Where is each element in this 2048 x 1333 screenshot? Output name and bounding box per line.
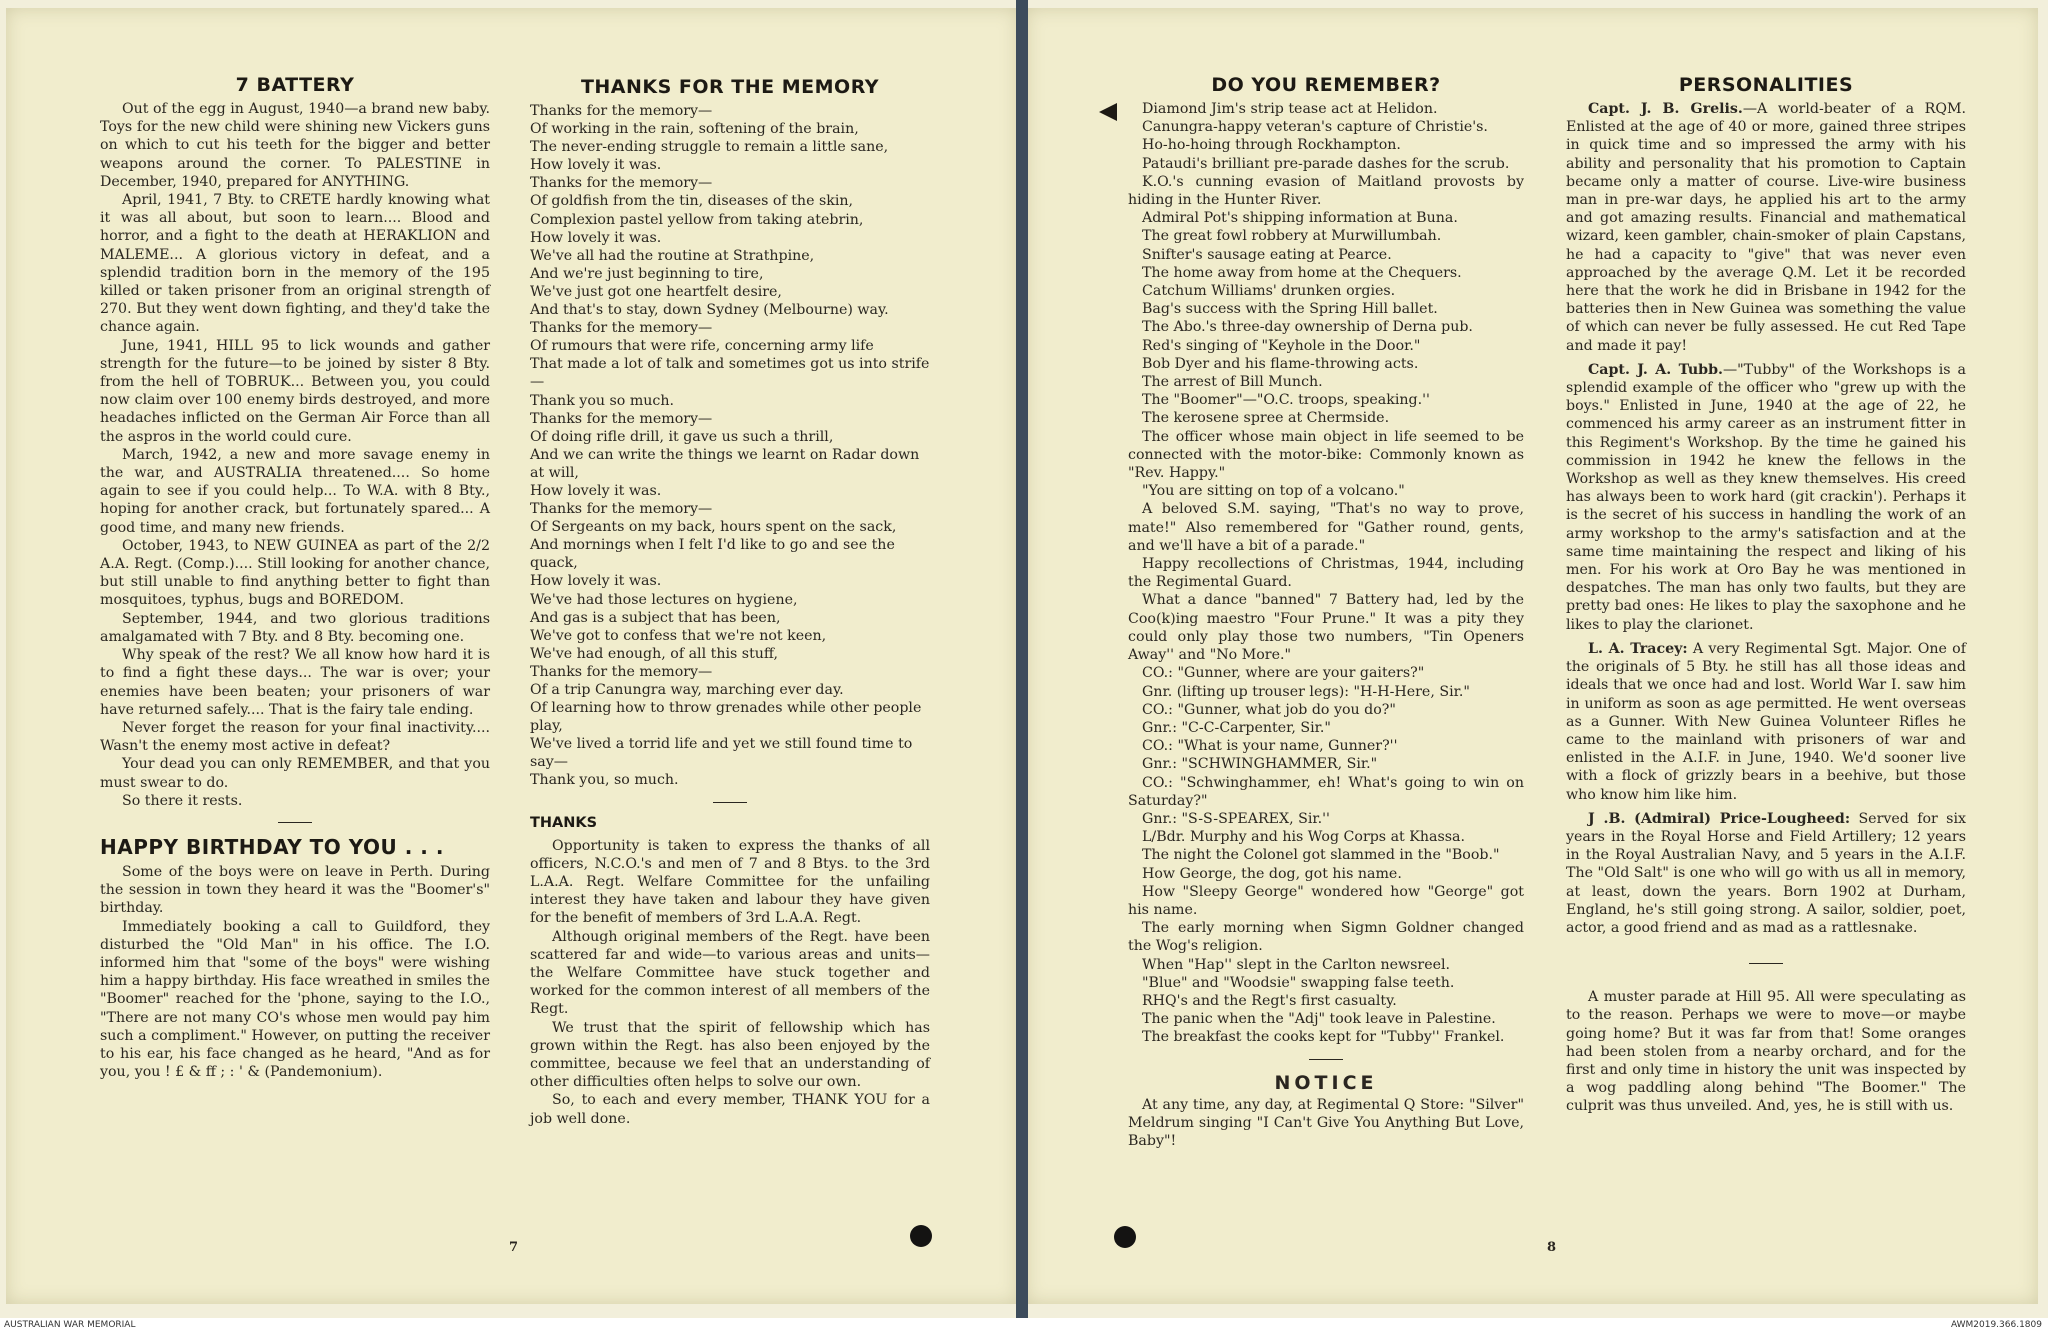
battery-paragraph: September, 1944, and two glorious traditions amalgamated with 7 Bty. and 8 Bty. becoming one. [100,610,490,645]
archive-footer [0,1318,2048,1333]
remember-item: Pataudi's brilliant pre-parade dashes for the scrub. [1142,155,1510,172]
battery-paragraph: Your dead you can only REMEMBER, and that you must swear to do. [100,756,490,791]
remember-item: Bob Dyer and his flame-throwing acts. [1142,355,1419,372]
remember-item: What a dance "banned" 7 Battery had, led by the Coo(k)ing maestro "Four Prune." It was a pity they could only play those two numbers, "Tin Openers Away'' and "No More." [1128,592,1524,664]
heading-7-battery: 7 BATTERY [235,74,355,96]
remember-item: "Blue" and "Woodsie" swapping false teeth. [1142,974,1455,991]
remember-list [1128,100,1524,1047]
page-number-left: 7 [509,1240,519,1255]
column-personalities [1566,74,1966,1116]
remember-item: When "Hap'' slept in the Carlton newsreel. [1142,956,1451,973]
personality-entry [1566,361,1966,634]
remember-item: Bag's success with the Spring Hill ballet. [1142,301,1438,318]
remember-item: "You are sitting on top of a volcano." [1142,483,1405,500]
thanks-paragraph: So, to each and every member, THANK YOU for a job well done. [530,1092,930,1127]
heading-do-you-remember: DO YOU REMEMBER? [1211,74,1441,96]
remember-item: CO.: "Schwinghammer, eh! What's going to win on Saturday?" [1128,774,1524,809]
personality-text: —A world-beater of a RQM. Enlisted at the age of 40 or more, gained three stripes in quick time and so impressed the army with his ability and personality that his promotion to Captain became only a matter of course. Live-wire business man in pre-war days, he applied his art to the army and got amazing results. Financial and mathematical wizard, keen gambler, chain-smoker of plain Capstans, he had a capacity to "give" that was never even approached by the average Q.M. Let it be recorded here that the work he did in Brisbane in 1942 for the batteries then in New Guinea was something the value of which can never be fully assessed. He cut Red Tape and made it pay! [1566,101,1966,354]
remember-item: The arrest of Bill Munch. [1142,374,1323,391]
remember-item: Canungra-happy veteran's capture of Christie's. [1142,119,1488,136]
remember-item: Catchum Williams' drunken orgies. [1142,283,1396,300]
section-divider [1749,963,1783,964]
remember-item: The Abo.'s three-day ownership of Derna pub. [1142,319,1473,336]
remember-item: Happy recollections of Christmas, 1944, including the Regimental Guard. [1128,556,1524,591]
column-remember [1128,74,1524,1150]
heading-personalities: PERSONALITIES [1678,74,1854,96]
punch-hole [910,1225,932,1247]
remember-item: A beloved S.M. saying, "That's no way to prove, mate!" Also remembered for "Gather round, gents, and we'll have a bit of a parade." [1128,501,1524,554]
remember-item: The home away from home at the Chequers. [1142,264,1462,281]
remember-item: The great fowl robbery at Murwillumbah. [1142,228,1442,245]
section-divider [713,802,747,803]
remember-item: The early morning when Sigmn Goldner changed the Wog's religion. [1128,920,1524,955]
heading-thanks-for-the-memory: THANKS FOR THE MEMORY [580,76,880,98]
notice-text: At any time, any day, at Regimental Q Store: "Silver" Meldrum singing "I Can't Give You Anything But Love, Baby"! [1128,1096,1524,1149]
remember-item: CO.: "Gunner, what job do you do?" [1142,701,1396,718]
battery-paragraph: April, 1941, 7 Bty. to CRETE hardly knowing what it was all about, but soon to learn.... Blood and horror, and a fight to the death at HERAKLION and MALEME... A glorious victory in defeat, and a splendid tradition born in the memory of the 195 killed or taken prisoner from an original strength of 270. But they went down fighting, and they'd take the chance again. [100,192,490,336]
memory-verse: Thanks for the memory— Of working in the rain, softening of the brain, The never-ending struggle to remain a little sane, How lovely it was. Thanks for the memory— Of goldfish from the tin, diseases of the skin, Complexion pastel yellow from taking atebrin, How lovely it was. We've all had the routine at Strathpine, And we're just beginning to tire, We've just got one heartfelt desire, And that's to stay, down Sydney (Melbourne) way. Thanks for the memory— Of rumours that were rife, concerning army life That made a lot of talk and sometimes got us into strife— Thank you so much. Thanks for the memory— Of doing rifle drill, it gave us such a thrill, And we can write the things we learnt on Radar down at will, How lovely it was. Thanks for the memory— Of Sergeants on my back, hours spent on the sack, And mornings when I felt I'd like to go and see the quack, How lovely it was. We've had those lectures on hygiene, And gas is a subject that has been, We've got to confess that we're not keen, We've had enough, of all this stuff, Thanks for the memory— Of a trip Canungra way, marching ever day. Of learning how to throw grenades while other people play, We've lived a torrid life and yet we still found time to say— Thank you, so much. [530,103,930,789]
footer-institution: AUSTRALIAN WAR MEMORIAL [4,1320,136,1330]
page-number-right: 8 [1547,1240,1557,1255]
personality-name: Capt. J. A. Tubb. [1588,361,1723,378]
remember-item: RHQ's and the Regt's first casualty. [1142,992,1397,1009]
section-divider [1309,1059,1343,1060]
remember-item: Gnr.: "SCHWINGHAMMER, Sir." [1142,756,1378,773]
remember-item: The night the Colonel got slammed in the "Boob." [1142,847,1500,864]
remember-item: Red's singing of "Keyhole in the Door." [1142,337,1421,354]
remember-item: Snifter's sausage eating at Pearce. [1142,246,1392,263]
battery-paragraph: March, 1942, a new and more savage enemy in the war, and AUSTRALIA threatened.... So home again to see if you could help... To W.A. with 8 Bty., hoping for another crack, but fortunately spared... A good time, and many new friends. [100,446,490,536]
section-divider [278,822,312,823]
battery-paragraph: Out of the egg in August, 1940—a brand new baby. Toys for the new child were shining new Vickers guns on which to cut his teeth for the bigger and better weapons around the corner. To PALESTINE in December, 1940, prepared for ANYTHING. [100,101,490,190]
personality-name: Capt. J. B. Grelis. [1588,101,1743,117]
remember-item: The "Boomer"—"O.C. troops, speaking.'' [1142,392,1430,409]
battery-paragraph: So there it rests. [122,792,243,809]
thanks-paragraph: Opportunity is taken to express the thanks of all officers, N.C.O.'s and men of 7 and 8 Btys. to the 3rd L.A.A. Regt. Welfare Committee for the unfailing interest they have taken and labour they have given for the benefit of members of 3rd L.A.A. Regt. [530,837,930,927]
remember-item: How George, the dog, got his name. [1142,865,1402,882]
thanks-paragraph: Although original members of the Regt. have been scattered far and wide—to various areas and units—the Welfare Committee have stuck together and worked for the common interest of all members of the Regt. [530,928,930,1018]
remember-item: CO.: "Gunner, where are your gaiters?" [1142,665,1425,682]
personality-text: —"Tubby" of the Workshops is a splendid example of the officer who "grew up with the boys." Enlisted in June, 1940 at the age of 22, he commenced his army career as an instrument fitter in this Regiment's Workshop. By the time he gained his commission in 1942 he knew the fellows in the Workshop as well as they knew themselves. His creed has always been to work hard (git crackin'). Perhaps it is the secret of his success in handling the work of an army workshop to the army's satisfaction and at the same time maintaining the respect and liking of his men. For his work at Oro Bay he was mentioned in despatches. The man has only two faults, but they are pretty bad ones: He likes to play the saxophone and he likes to play the clarionet. [1566,361,1967,633]
binding-gutter [1016,0,1028,1318]
remember-item: The kerosene spree at Chermside. [1142,410,1390,427]
personality-text: A very Regimental Sgt. Major. One of the originals of 5 Bty. he still has all those ideas and ideals that we once had and lost. World War I. saw him in uniform as soon as age permitted. He went overseas as a Gunner. With New Guinea Volunteer Rifles he came to the mainland with prisoners of war and enlisted in the A.I.F. in June, 1940. We'd sooner live with a flock of grizzly bears in a beehive, but those who know him like him. [1566,640,1966,803]
remember-item: Ho-ho-hoing through Rockhampton. [1142,137,1401,154]
personality-entry [1566,810,1966,937]
remember-item: Gnr.: "C-C-Carpenter, Sir." [1142,719,1331,736]
thanks-paragraph: We trust that the spirit of fellowship which has grown within the Regt. has also been enjoyed by the committee, because we feel that an understanding of other difficulties often helps to solve our own. [530,1019,930,1091]
battery-paragraph: Why speak of the rest? We all know how hard it is to find a fight these days... The war is over; your enemies have been beaten; your prisoners of war have returned safely.... That is the fairy tale ending. [100,647,490,718]
heading-thanks: THANKS [530,814,598,831]
remember-item: Admiral Pot's shipping information at Buna. [1142,210,1458,227]
heading-happy-birthday: HAPPY BIRTHDAY TO YOU . . . [100,834,444,859]
remember-item: How "Sleepy George" wondered how "George" got his name. [1128,883,1524,918]
personality-text: Served for six years in the Royal Horse and Field Artillery; 12 years in the Royal Australian Navy, and 5 years in the A.I.F. The "Old Salt" is one who will go with us all in memory, at least, down the years. Born 1902 at Durham, England, he's still going strong. A sailor, soldier, poet, actor, a good friend and as mad as a rattlesnake. [1566,810,1966,936]
footer-accession-number: AWM2019.366.1809 [1950,1320,2042,1330]
remember-item: L/Bdr. Murphy and his Wog Corps at Khassa. [1142,829,1465,846]
heading-notice: NOTICE [1274,1071,1378,1094]
battery-paragraph: June, 1941, HILL 95 to lick wounds and gather strength for the future—to be joined by sister 8 Bty. from the hell of TOBRUK... Between you, you could now claim over 100 enemy birds destroyed, and more headaches inflicted on the German Air Force than all the aspros in the world could cure. [100,337,490,445]
remember-item: K.O.'s cunning evasion of Maitland provosts by hiding in the Hunter River. [1128,173,1524,209]
personality-name: L. A. Tracey: [1588,640,1688,657]
column-memory [530,76,930,1128]
birthday-paragraph: Some of the boys were on leave in Perth. During the session in town they heard it was the "Boomer's" birthday. [100,863,490,917]
punch-hole [1114,1226,1136,1248]
battery-paragraph: Never forget the reason for your final inactivity.... Wasn't the enemy most active in defeat? [100,719,490,755]
personality-name: J .B. (Admiral) Price-Lougheed: [1588,810,1851,827]
remember-item: The breakfast the cooks kept for "Tubby'' Frankel. [1142,1029,1505,1046]
personality-entry [1566,640,1966,804]
birthday-paragraph: Immediately booking a call to Guildford, they disturbed the "Old Man" in his office. The I.O. informed him that "some of the boys" were wishing him a happy birthday. His face wreathed in smiles the "Boomer" reached for the 'phone, saying to the I.O., "There are not many CO's whose men would pay him such a compliment." However, on putting the receiver to his ear, his face changed as he heard, "And as for you, you ! £ & ff ; : ' & (Pandemonium). [100,918,490,1081]
remember-item: Gnr. (lifting up trouser legs): "H-H-Here, Sir." [1142,683,1470,700]
remember-item: CO.: "What is your name, Gunner?'' [1142,738,1398,755]
remember-item: Gnr.: "S-S-SPEAREX, Sir.'' [1142,810,1330,827]
muster-paragraph: A muster parade at Hill 95. All were speculating as to the reason. Perhaps we were to move—or maybe going home? But it was far from that! Some oranges had been stolen from a nearby orchard, and for the first and only time in history the unit was inspected by a wog paddling along behind "The Boomer." The culprit was thus unveiled. And, yes, he is still with us. [1566,989,1966,1115]
personalities-list [1566,100,1966,937]
remember-item: The panic when the "Adj" took leave in Palestine. [1142,1011,1496,1028]
pointer-arrow-icon [1099,103,1117,121]
column-battery [100,74,490,1081]
remember-item: Diamond Jim's strip tease act at Helidon. [1142,101,1438,117]
battery-paragraph: October, 1943, to NEW GUINEA as part of the 2/2 A.A. Regt. (Comp.).... Still looking for another chance, but still unable to find anything better to fight than mosquitoes, typhus, bugs and BOREDOM. [100,537,490,609]
remember-item: The officer whose main object in life seemed to be connected with the motor-bike: Commonly known as "Rev. Happy." [1128,428,1524,482]
personality-entry [1566,100,1966,355]
